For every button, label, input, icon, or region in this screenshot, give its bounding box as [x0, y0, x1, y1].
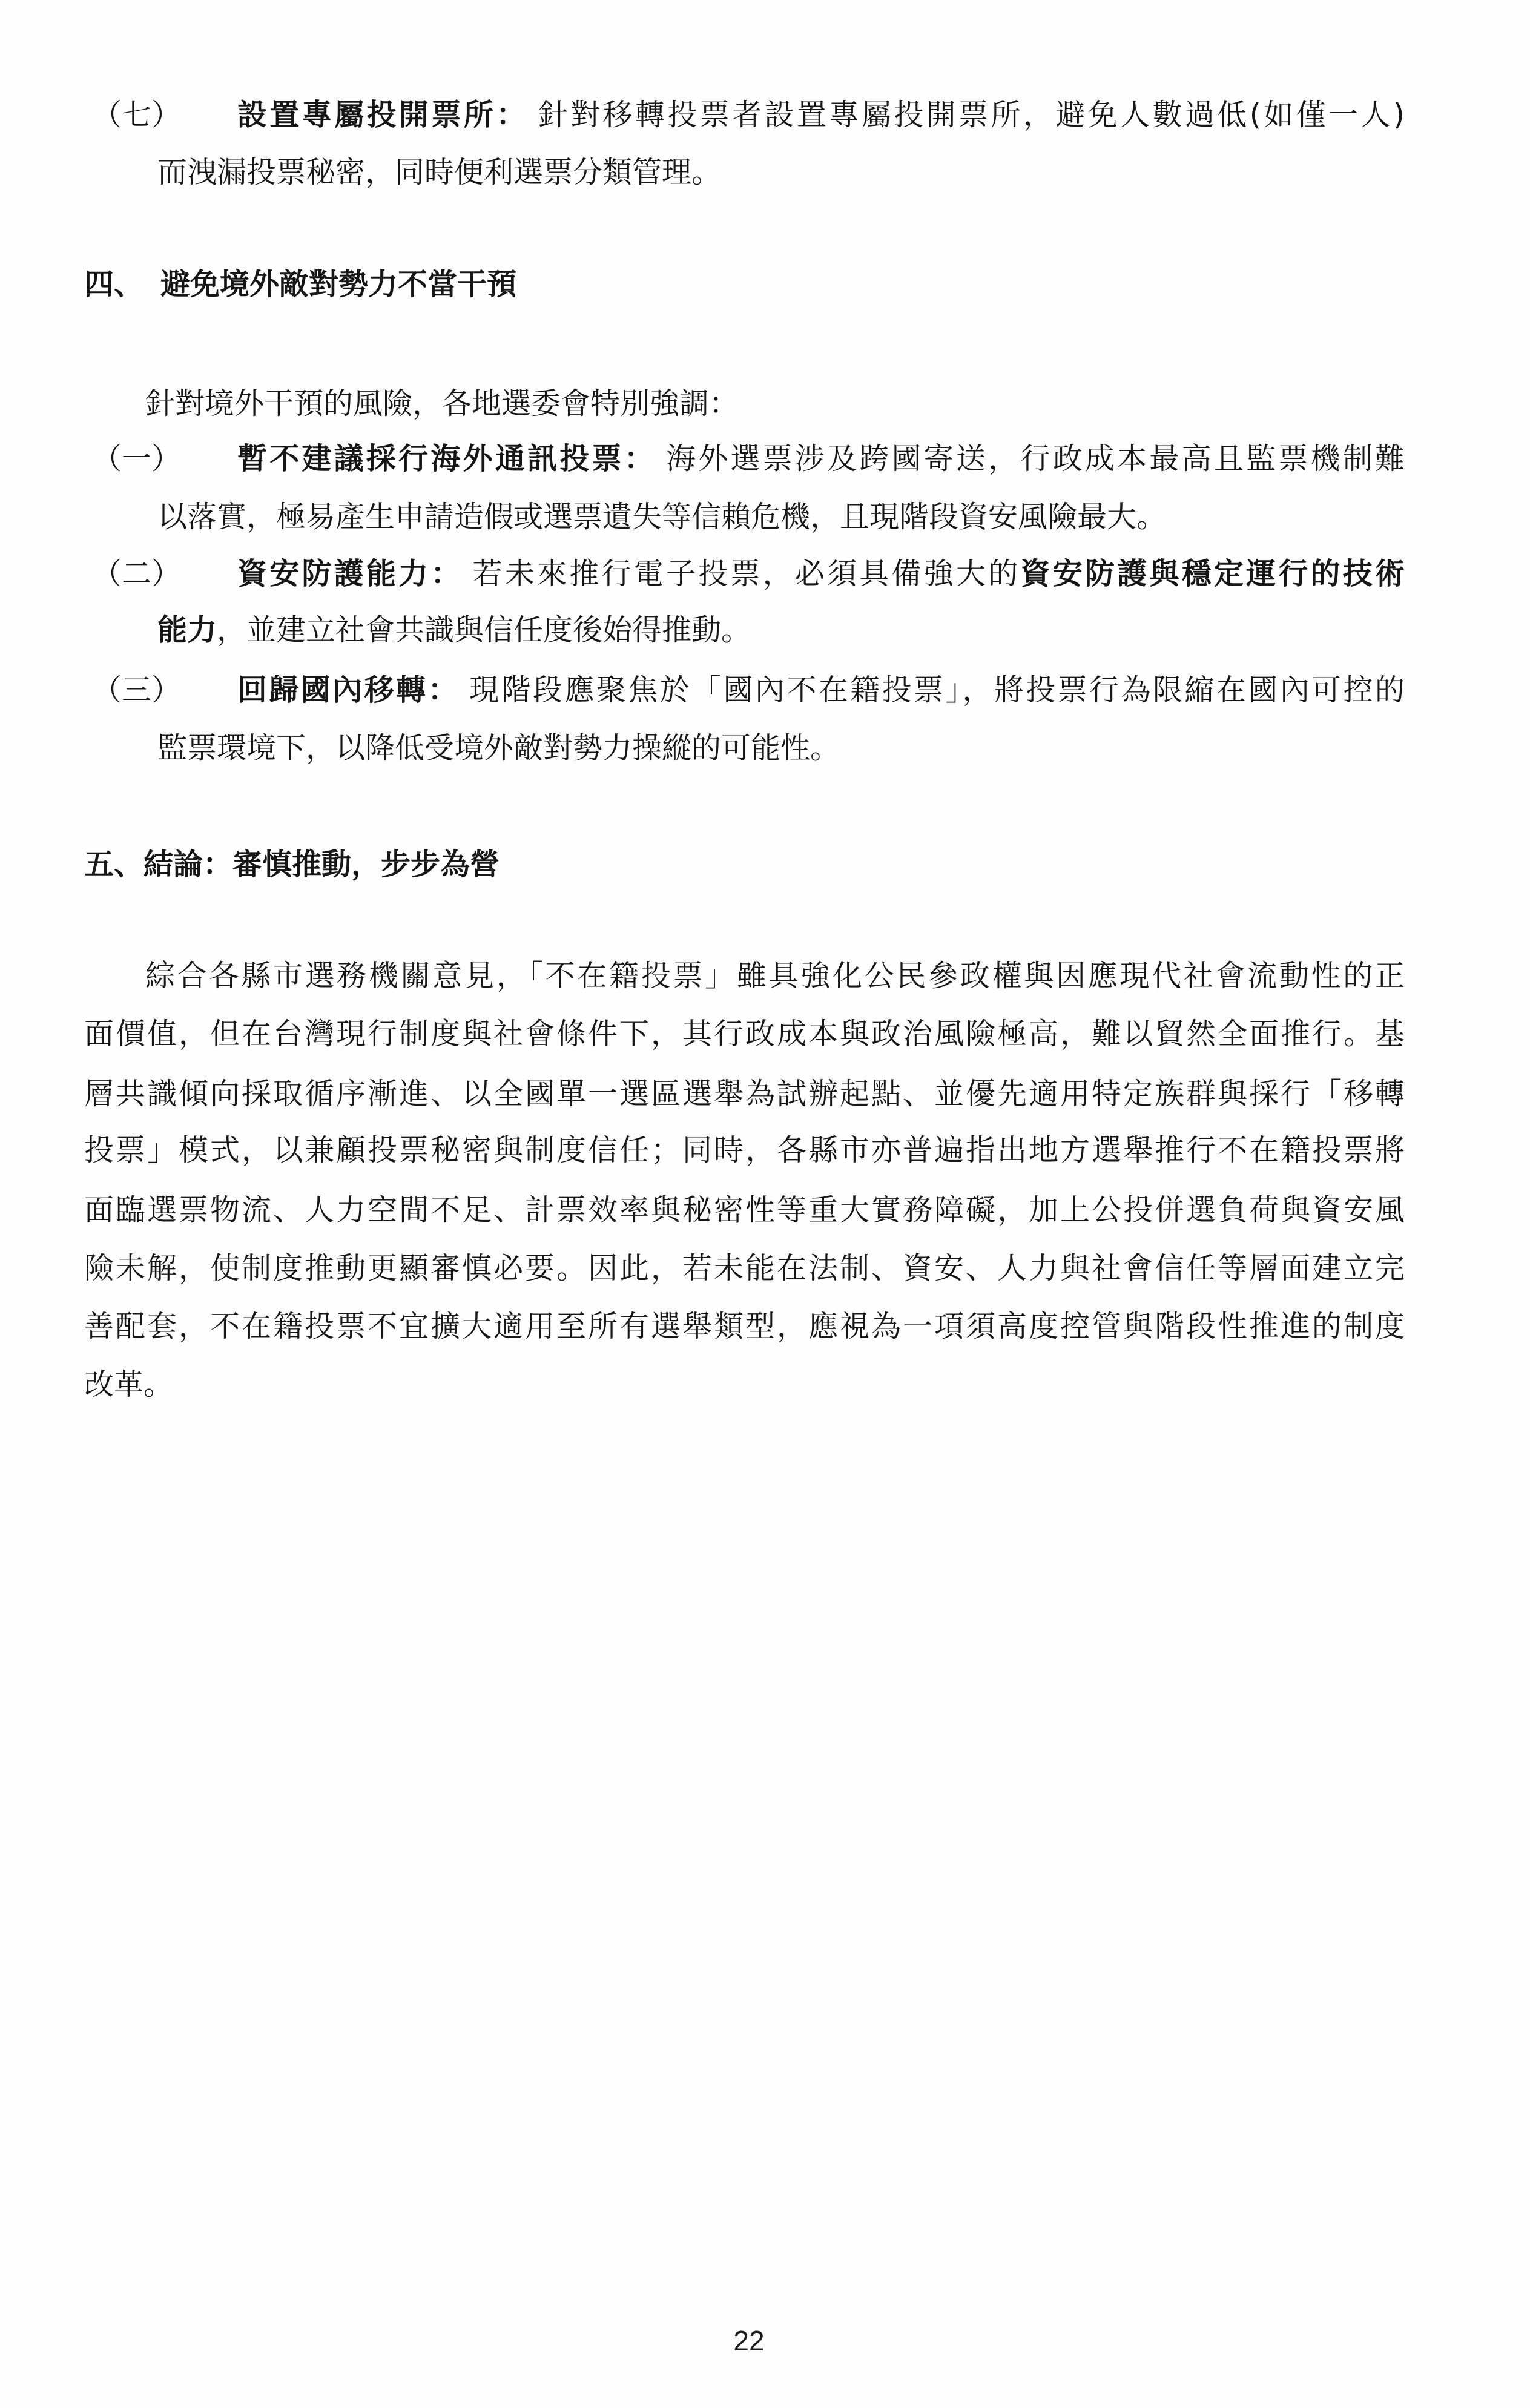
item-7-second-line: 而洩漏投票秘密，同時便利選票分類管理。: [157, 155, 722, 190]
item-3-text: 現階段應聚焦於「國內不在籍投票」，將投票行為限縮在國內可控的: [469, 673, 1405, 707]
section-4-number: 四、: [84, 267, 144, 302]
item-3-first-line: [237, 672, 1405, 708]
item-3-second-line: 監票環境下，以降低受境外敵對勢力操縱的可能性。: [157, 731, 840, 765]
item-2-emphasis-continued: 能力: [157, 613, 217, 647]
item-1-second-line: 以落實，極易產生申請造假或選票遺失等信賴危機，且現階段資安風險最大。: [157, 500, 1167, 534]
conclusion-line: 險未解，使制度推動更顯審慎必要。因此，若未能在法制、資安、人力與社會信任等層面建立完: [84, 1251, 1405, 1285]
item-2-title: 資安防護能力：: [237, 556, 463, 591]
item-7-first-line: [237, 97, 1405, 133]
item-7-title: 設置專屬投開票所：: [237, 97, 529, 132]
item-7-text: 針對移轉投票者設置專屬投開票所，避免人數過低(如僅一人): [538, 97, 1405, 132]
conclusion-last-line: 改革。: [84, 1367, 174, 1402]
page-number: 22: [733, 2325, 765, 2357]
section-4-intro: 針對境外干預的風險，各地選委會特別強調：: [145, 386, 739, 421]
item-1-text: 海外選票涉及跨國寄送，行政成本最高且監票機制難: [665, 441, 1405, 476]
conclusion-line: 投票」模式，以兼顧投票秘密與制度信任；同時，各縣市亦普遍指出地方選舉推行不在籍投票將: [84, 1133, 1405, 1167]
item-2-first-line: [237, 556, 1405, 592]
conclusion-line: 面價值，但在台灣現行制度與社會條件下，其行政成本與政治風險極高，難以貿然全面推行。基: [84, 1017, 1405, 1051]
conclusion-line: 面臨選票物流、人力空間不足、計票效率與秘密性等重大實務障礙，加上公投併選負荷與資安風: [84, 1193, 1405, 1227]
conclusion-line: 善配套，不在籍投票不宜擴大適用至所有選舉類型，應視為一項須高度控管與階段性推進的制度: [84, 1309, 1405, 1344]
item-1-marker: （一）: [92, 441, 182, 476]
item-1-first-line: [237, 441, 1405, 477]
item-1-title: 暫不建議採行海外通訊投票：: [237, 441, 656, 476]
item-3-title: 回歸國內移轉：: [237, 673, 460, 707]
section-4-title: 避免境外敵對勢力不當干預: [160, 267, 517, 302]
section-5-heading: 五、結論：審慎推動，步步為營: [84, 847, 500, 882]
item-2-marker: （二）: [92, 556, 182, 591]
item-7-marker: （七）: [92, 97, 182, 132]
item-2-second-line: [157, 612, 751, 648]
item-2-second-text: ，並建立社會共識與信任度後始得推動。: [217, 613, 751, 647]
item-2-emphasis: 資安防護與穩定運行的技術: [1020, 556, 1405, 591]
item-3-marker: （三）: [92, 673, 182, 707]
conclusion-line: 綜合各縣市選務機關意見，「不在籍投票」雖具強化公民參政權與因應現代社會流動性的正: [145, 958, 1405, 993]
conclusion-line: 層共識傾向採取循序漸進、以全國單一選區選舉為試辦起點、並優先適用特定族群與採行「移轉: [84, 1077, 1405, 1111]
item-2-text: 若未來推行電子投票，必須具備強大的: [472, 556, 1021, 591]
